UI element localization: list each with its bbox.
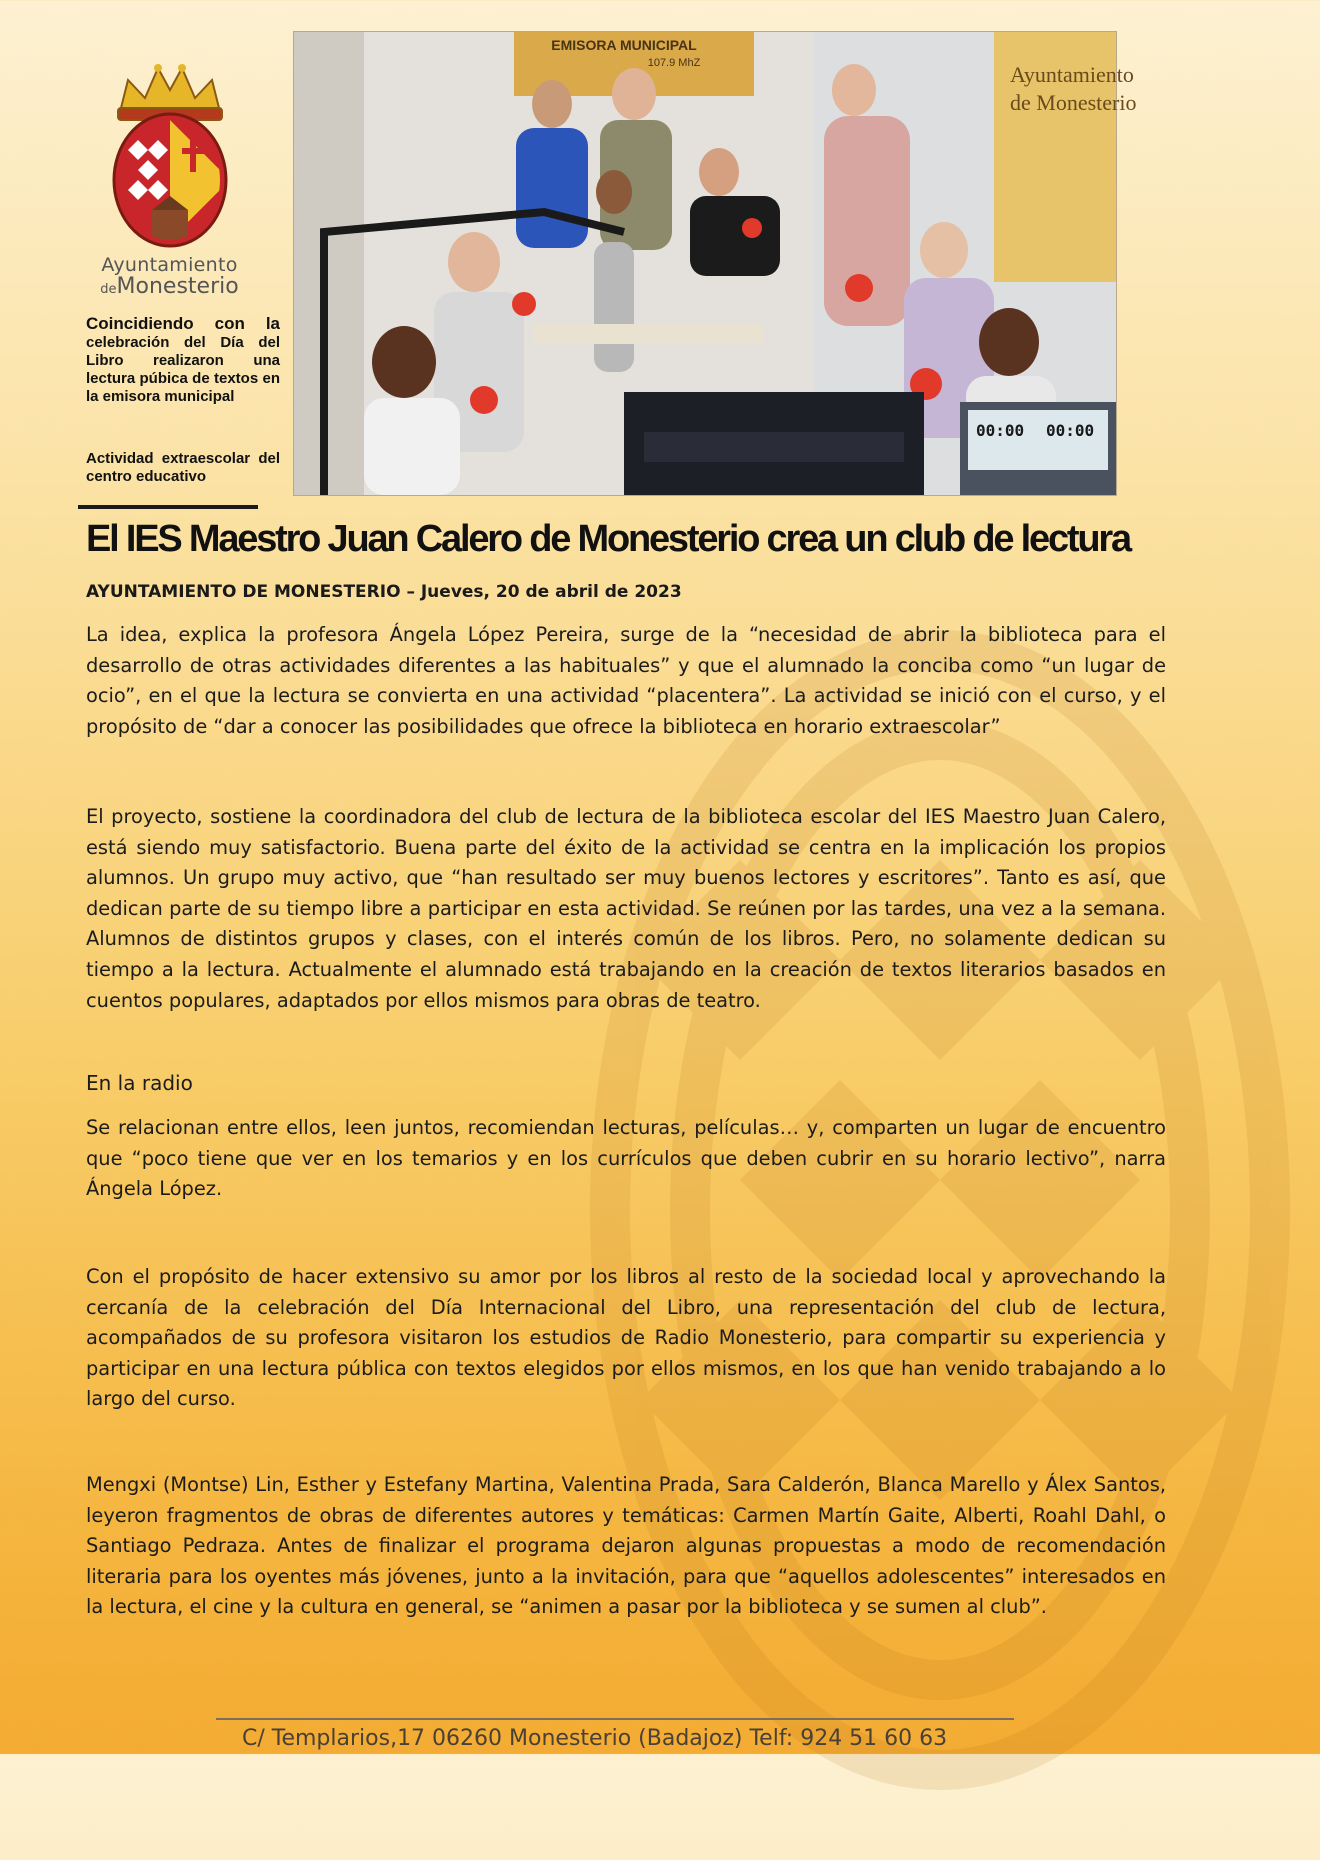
article-paragraph-3: Se relacionan entre ellos, leen juntos, recomiendan lecturas, películas… y, comparten un lugar de encuentro que “poco tiene que ver en los temarios y en los currículos que deben cubrir en su horario lectivo”, narra Ángela López. <box>86 1116 1166 1201</box>
logo-text-monesterio: deMonesterio <box>100 274 239 299</box>
article-byline: AYUNTAMIENTO DE MONESTERIO – Jueves, 20 de abril de 2023 <box>86 582 682 602</box>
radio-studio-photo <box>293 31 1137 496</box>
photo-caption <box>86 315 280 406</box>
footer-divider <box>216 1718 1014 1720</box>
activity-note: Actividad extraescolar del centro educativo <box>86 450 280 485</box>
coat-of-arms-icon <box>100 60 240 250</box>
footer-address: C/ Templarios,17 06260 Monesterio (Badajoz) Telf: 924 51 60 63 <box>242 1726 948 1751</box>
studio-timer-2: 00:00 <box>1046 421 1095 440</box>
article-subheading: En la radio <box>86 1071 193 1095</box>
station-sign-title: EMISORA MUNICIPAL <box>551 37 697 53</box>
logo-text-ayuntamiento: Ayuntamiento <box>101 254 238 276</box>
studio-timer-1: 00:00 <box>976 421 1025 440</box>
photo-caption-lead: Coincidiendo con la <box>86 314 280 333</box>
article-paragraph-2: El proyecto, sostiene la coordinadora del club de lectura de la biblioteca escolar del IES Maestro Juan Calero, está siendo muy satisfactorio. Buena parte del éxito de la actividad se centra en la implicación los propios alumnos. Un grupo muy activo, que “han resultado ser muy buenos lectores y escritores”. Tanto es así, que dedican parte de su tiempo libre a participar en esta actividad. Se reúnen por las tardes, una vez a la semana. Alumnos de distintos grupos y clases, con el interés común de los libros. Pero, no solamente dedican su tiempo a la lectura. Actualmente el alumnado está trabajando en la creación de textos literarios basados en cuentos populares, adaptados por ellos mismos para obras de teatro. <box>86 805 1166 1012</box>
article-paragraph-4: Con el propósito de hacer extensivo su amor por los libros al resto de la sociedad local y aprovechando la cercanía de la celebración del Día Internacional del Libro, una representación del club de lectura, acompañados de su profesora visitaron los estudios de Radio Monesterio, para compartir su experiencia y participar en una lectura pública con textos elegidos por ellos mismos, en los que han venido trabajando a lo largo del curso. <box>86 1265 1166 1411</box>
section-divider <box>78 505 258 509</box>
photo-caption-text: celebración del Día del Libro realizaron una lectura púbica de textos en la emisora municipal <box>86 334 280 405</box>
banner-text-2: de Monesterio <box>1010 90 1137 115</box>
municipal-logo <box>82 60 257 310</box>
shield-watermark <box>560 560 1320 1860</box>
article-paragraph-5: Mengxi (Montse) Lin, Esther y Estefany Martina, Valentina Prada, Sara Calderón, Blanca Marello y Álex Santos, leyeron fragmentos de obras de diferentes autores y temáticas: Carmen Martín Gaite, Alberti, Roahl Dahl, o Santiago Pedraza. Antes de finalizar el programa dejaron algunas propuestas a modo de recomendación literaria para los oyentes más jóvenes, junto a la invitación, para que “aquellos adolescentes” interesados en la lectura, el cine y la cultura en general, se “animen a pasar por la biblioteca y se sumen al club”. <box>86 1473 1166 1619</box>
banner-text-1: Ayuntamiento <box>1010 62 1134 87</box>
station-sign-frequency: 107.9 MhZ <box>647 57 701 69</box>
article-paragraph-1: La idea, explica la profesora Ángela López Pereira, surge de la “necesidad de abrir la biblioteca para el desarrollo de otras actividades diferentes a las habituales” y que el alumnado la conciba como “un lugar de ocio”, en el que la lectura se convierta en una actividad “placentera”. La actividad se inició con el curso, y el propósito de “dar a conocer las posibilidades que ofrece la biblioteca en horario extraescolar” <box>86 623 1166 738</box>
article-headline: El IES Maestro Juan Calero de Monesterio crea un club de lectura <box>86 518 1130 560</box>
